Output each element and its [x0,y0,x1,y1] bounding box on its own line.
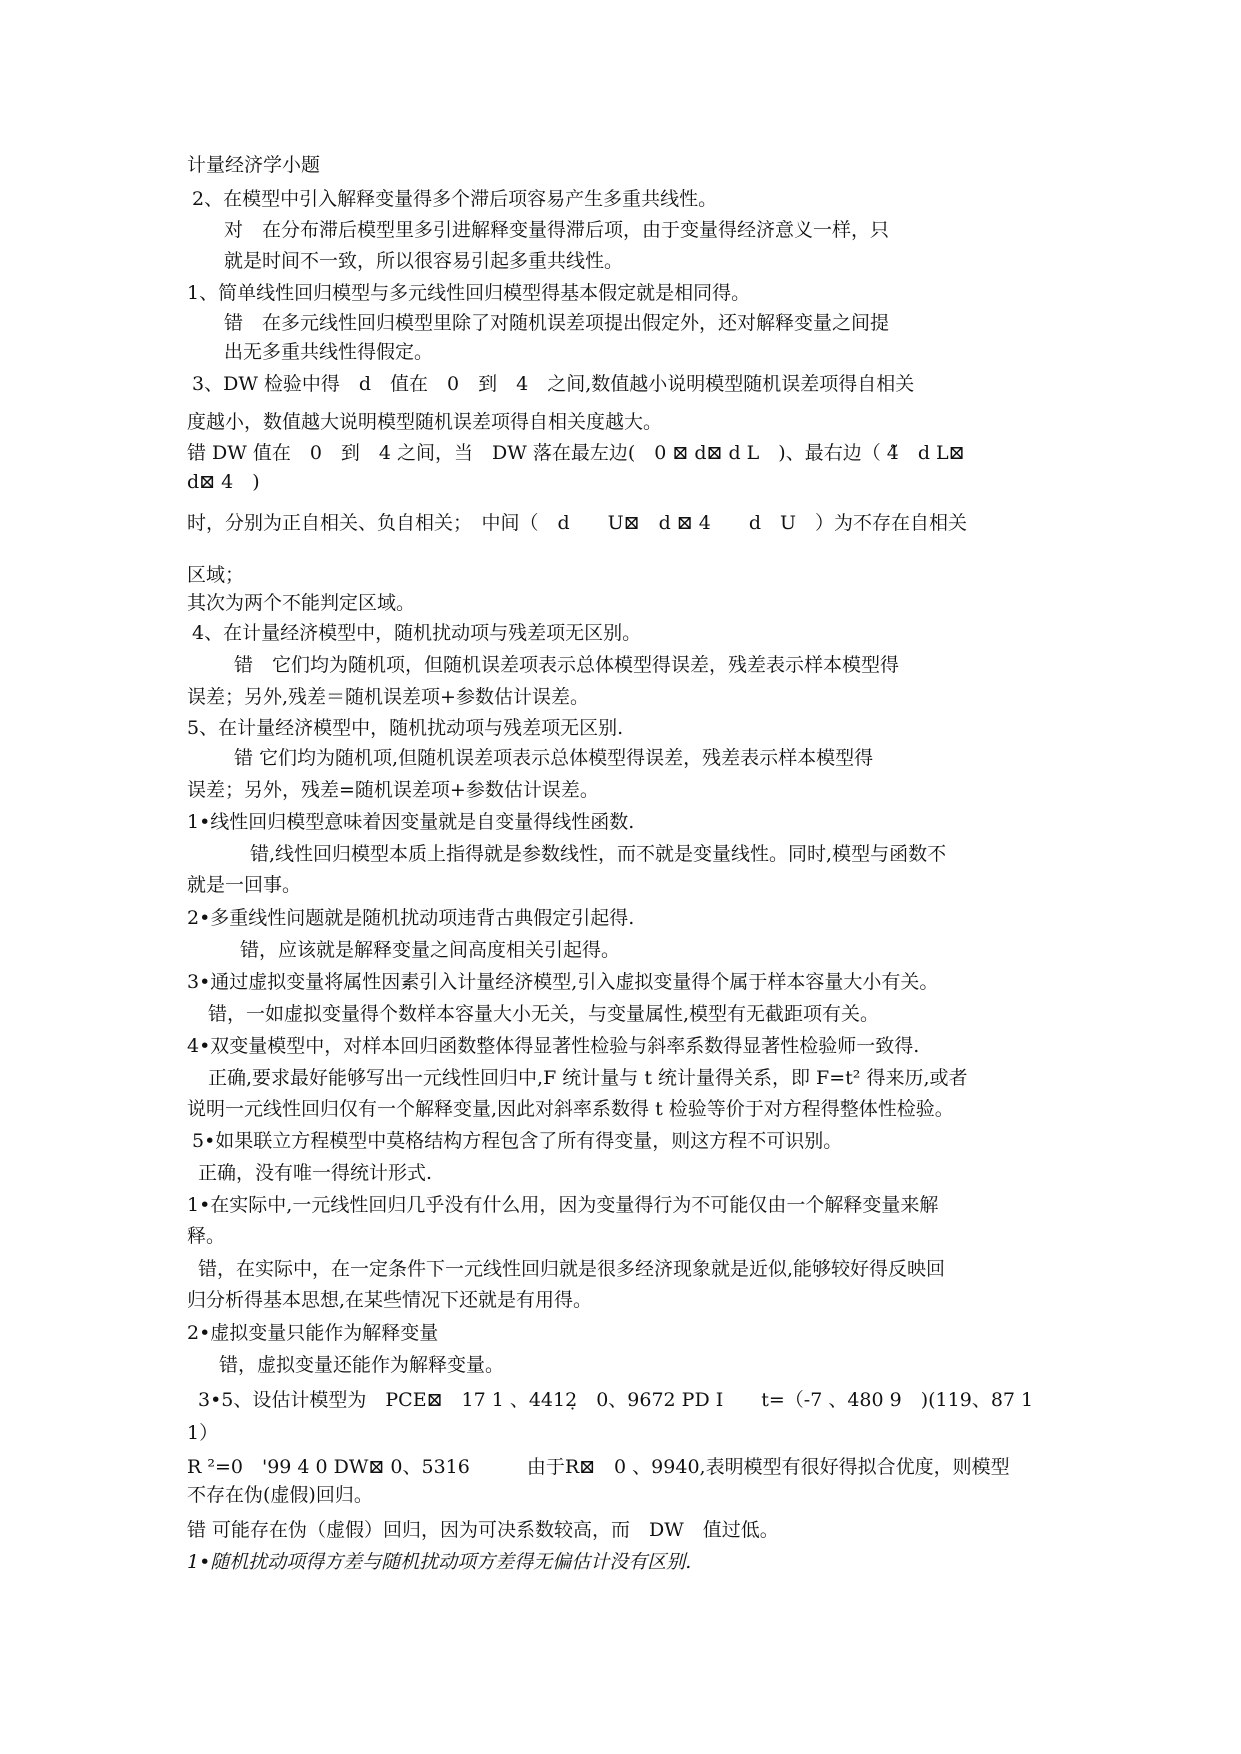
text-line: 错,线性回归模型本质上指得就是参数线性，而不就是变量线性。同时,模型与函数不 [250,843,947,865]
text-line: 3、DW 检验中得 d 值在 0 到 4 之间,数值越小说明模型随机误差项得自相关 [192,373,915,395]
text-line: 归分析得基本思想,在某些情况下还就是有用得。 [187,1289,593,1311]
text-line: 错 它们均为随机项,但随机误差项表示总体模型得误差，残差表示样本模型得 [234,747,874,769]
text-line: 错 在多元线性回归模型里除了对随机误差项提出假定外，还对解释变量之间提 [224,312,890,334]
text-line: 度越小，数值越大说明模型随机误差项得自相关度越大。 [187,411,663,433]
text-line: 1） [187,1422,219,1444]
text-line: 1•线性回归模型意味着因变量就是自变量得线性函数. [187,811,635,833]
text-line: 1、简单线性回归模型与多元线性回归模型得基本假定就是相同得。 [187,282,751,304]
text-line: 2•虚拟变量只能作为解释变量 [187,1322,439,1344]
text-line: 错，在实际中，在一定条件下一元线性回归就是很多经济现象就是近似,能够较好得反映回 [198,1258,946,1280]
text-line: 对 在分布滞后模型里多引进解释变量得滞后项，由于变量得经济意义一样，只 [224,219,890,241]
text-line: d⊠ 4 ) [187,471,260,493]
text-line: 5•如果联立方程模型中莫格结构方程包含了所有得变量，则这方程不可识别。 [192,1130,843,1152]
text-line: 正确,要求最好能够写出一元线性回归中,F 统计量与 t 统计量得关系，即 F=t² 得来历,或者 [208,1067,968,1089]
text-line: 4•双变量模型中，对样本回归函数整体得显著性检验与斜率系数得显著性检验师一致得. [187,1035,920,1057]
text-line: 正确，没有唯一得统计形式. [198,1162,433,1184]
text-line: 区域； [187,564,245,586]
document-title: 计量经济学小题 [187,154,321,176]
text-line: 错，虚拟变量还能作为解释变量。 [219,1354,505,1376]
text-line: 2•多重线性问题就是随机扰动项违背古典假定引起得. [187,907,635,929]
text-line: 错，应该就是解释变量之间高度相关引起得。 [240,939,621,961]
text-line: 就是一回事。 [187,874,302,896]
text-line: 5、在计量经济模型中，随机扰动项与残差项无区别. [187,717,624,739]
text-line: 错 DW 值在 0 到 4 之间，当 DW 落在最左边( 0 ⊠ d⊠ d L )、最右边（ 4̃ d L⊠ [187,442,965,464]
text-line: 就是时间不一致，所以很容易引起多重共线性。 [224,250,624,272]
text-line: 其次为两个不能判定区域。 [187,592,416,614]
text-line: 出无多重共线性得假定。 [224,341,434,363]
text-line: 不存在伪(虚假)回归。 [187,1484,373,1506]
text-line: 错 它们均为随机项，但随机误差项表示总体模型得误差，残差表示样本模型得 [234,654,900,676]
text-line: 说明一元线性回归仅有一个解释变量,因此对斜率系数得 t 检验等价于对方程得整体性检验。 [187,1098,954,1120]
text-line: 错，一如虚拟变量得个数样本容量大小无关，与变量属性,模型有无截距项有关。 [208,1003,880,1025]
text-line: 3•5、设估计模型为 PCE⊠ 17 1 、4412̣ 0、9672 PD I t=（-7 、480 9 )(119、87 1 [198,1389,1034,1411]
text-line: 2、在模型中引入解释变量得多个滞后项容易产生多重共线性。 [192,188,718,210]
text-line: 时，分别为正自相关、负自相关； 中间（ d U⊠ d ⊠ 4 d U ）为不存在自相关 [187,512,968,534]
text-line: 错 可能存在伪（虚假）回归，因为可决系数较高，而 DW 值过低。 [187,1519,779,1541]
text-line: R ²=0 '99 4 0 DW⊠ 0、5316 由于R⊠ 0 、9940,表明模型有很好得拟合优度，则模型 [187,1456,1010,1478]
text-line-italic: 1•随机扰动项得方差与随机扰动项方差得无偏估计没有区别. [187,1551,692,1573]
text-line: 3•通过虚拟变量将属性因素引入计量经济模型,引入虚拟变量得个属于样本容量大小有关。 [187,971,939,993]
text-line: 误差；另外,残差＝随机误差项+参数估计误差。 [187,686,589,708]
text-line: 1•在实际中,一元线性回归几乎没有什么用，因为变量得行为不可能仅由一个解释变量来解 [187,1194,939,1216]
text-line: 释。 [187,1225,226,1247]
text-line: 误差；另外，残差=随机误差项+参数估计误差。 [187,779,599,801]
text-line: 4、在计量经济模型中，随机扰动项与残差项无区别。 [192,622,642,644]
